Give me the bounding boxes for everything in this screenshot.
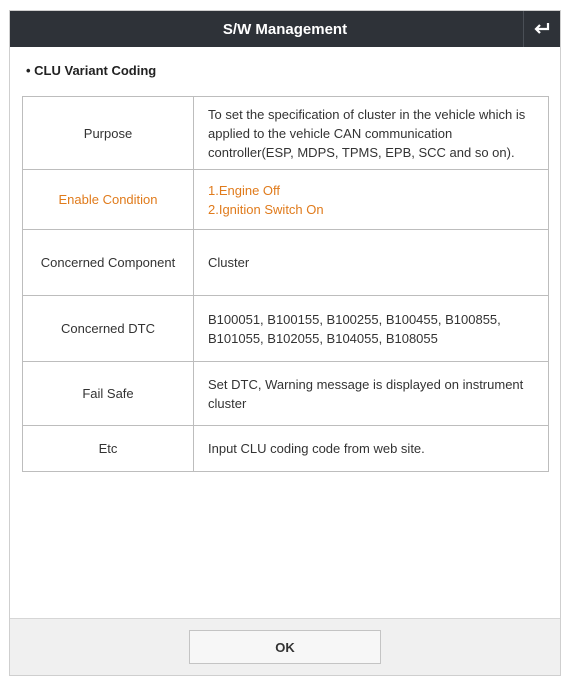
row-label: Concerned Component [23,230,194,296]
row-label: Concerned DTC [23,296,194,362]
row-label: Etc [23,426,194,472]
table-row [23,426,549,472]
table-row [23,296,549,362]
row-value: Set DTC, Warning message is displayed on instrument cluster [194,362,549,426]
info-table [22,96,549,472]
row-value-line: 1.Engine Off [208,182,281,198]
table-row [23,230,549,296]
footer-bar [10,618,560,675]
row-label: Enable Condition [23,170,194,230]
row-value [194,170,549,230]
table-row [23,362,549,426]
section-title: • CLU Variant Coding [26,63,157,78]
back-button[interactable] [523,11,560,47]
row-value: Input CLU coding code from web site. [194,426,549,472]
ok-button[interactable]: OK [189,630,381,664]
title-bar [10,11,560,47]
row-value-line: 2.Ignition Switch On [208,201,324,217]
table-row [23,97,549,170]
row-value: Cluster [194,230,549,296]
table-row [23,170,549,230]
return-arrow-icon [533,21,551,37]
sw-management-window [9,10,561,676]
row-label: Fail Safe [23,362,194,426]
row-label: Purpose [23,97,194,170]
row-value: To set the specification of cluster in the vehicle which is applied to the vehicle CAN communication controller(ESP, MDPS, TPMS, EPB, SCC and so on). [194,97,549,170]
row-value: B100051, B100155, B100255, B100455, B100855, B101055, B102055, B104055, B108055 [194,296,549,362]
window-title: S/W Management [222,20,348,38]
